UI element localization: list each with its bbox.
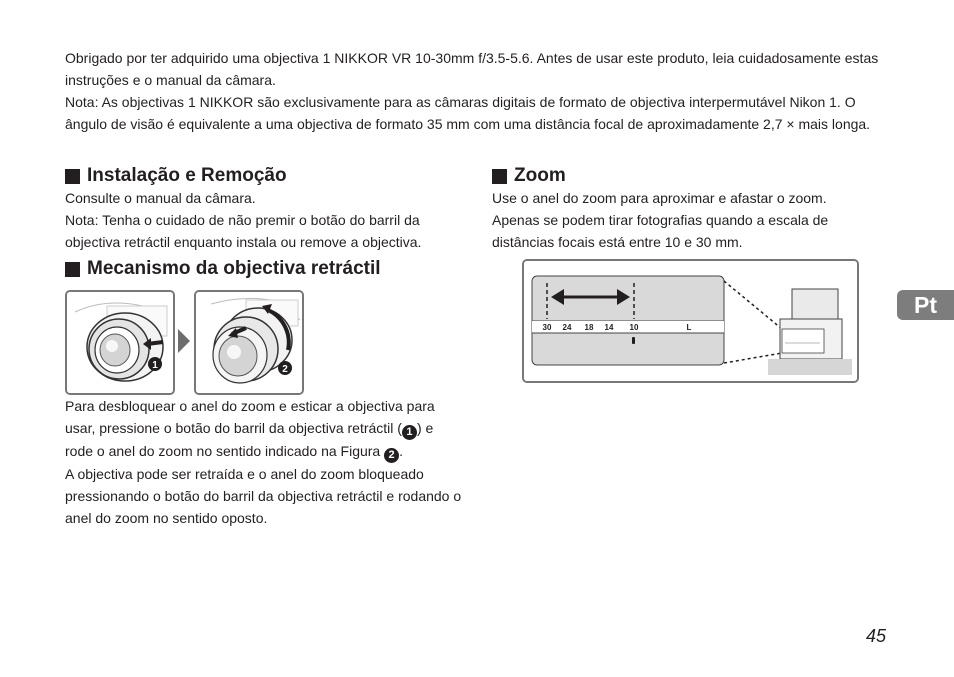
zoom-section (492, 165, 872, 253)
install-note: Nota: Tenha o cuidado de não premir o botão do barril da objectiva retráctil enquanto instala ou remove a objectiva. (65, 212, 422, 250)
mechanism-text-b: ) e rode o anel do zoom no sentido indicado na Figura (65, 420, 434, 459)
scale-label-10: 10 (629, 323, 639, 332)
zoom-scale-figure (522, 259, 859, 383)
step-2-badge: 2 (282, 364, 288, 375)
intro-block (65, 47, 895, 135)
mechanism-title: Mecanismo da objectiva retráctil (87, 258, 381, 279)
mechanism-heading (65, 258, 465, 280)
square-bullet-icon (492, 169, 507, 184)
step-1-inline-badge: 1 (402, 425, 417, 440)
triangle-right-icon (176, 329, 192, 353)
zoom-title: Zoom (514, 165, 566, 186)
mechanism-text-c: . (399, 443, 403, 459)
mechanism-paragraph-2: A objectiva pode ser retraída e o anel do zoom bloqueado pressionando o botão do barril da objectiva retráctil e rodando o anel do zoom no sentido oposto. (65, 466, 462, 526)
retracted-lens-illustration (67, 292, 173, 393)
mechanism-text (65, 395, 465, 529)
square-bullet-icon (65, 262, 80, 277)
language-tab: Pt (897, 290, 954, 320)
lens-figure-1 (65, 290, 175, 395)
step-1-badge: 1 (152, 360, 158, 371)
scale-label-L: L (686, 323, 692, 332)
mechanism-text-a: Para desbloquear o anel do zoom e esticar a objectiva para usar, pressione o botão do barril da objectiva retráctil ( (65, 398, 435, 436)
install-heading (65, 165, 465, 187)
intro-note: Nota: As objectivas 1 NIKKOR são exclusivamente para as câmaras digitais de formato de objectiva interpermutável Nikon 1. O ângulo de visão é equivalente a uma objectiva de formato 35 mm com uma distância focal de aproximadamente 2,7 × mais longa. (65, 94, 871, 132)
mechanism-section (65, 258, 465, 280)
zoom-heading (492, 165, 872, 187)
zoom-paragraph: Use o anel do zoom para aproximar e afastar o zoom. Apenas se podem tirar fotografias quando a escala de distâncias focais está entre 10 e 30 mm. (492, 190, 829, 250)
install-section (65, 165, 465, 253)
zoom-scale-illustration (524, 261, 857, 381)
install-title: Instalação e Remoção (87, 165, 287, 186)
intro-paragraph: Obrigado por ter adquirido uma objectiva 1 NIKKOR VR 10-30mm f/3.5-5.6. Antes de usar este produto, leia cuidadosamente estas instruções e o manual da câmara. (65, 50, 879, 88)
scale-label-30: 30 (542, 323, 552, 332)
scale-label-14: 14 (604, 323, 614, 332)
page-number: 45 (866, 626, 887, 646)
scale-label-24: 24 (562, 323, 572, 332)
scale-label-18: 18 (584, 323, 594, 332)
step-2-inline-badge: 2 (384, 448, 399, 463)
square-bullet-icon (65, 169, 80, 184)
mechanism-paragraph (65, 395, 465, 463)
lens-figure-2 (194, 290, 304, 395)
extended-lens-illustration (196, 292, 302, 393)
install-paragraph: Consulte o manual da câmara. (65, 190, 256, 206)
